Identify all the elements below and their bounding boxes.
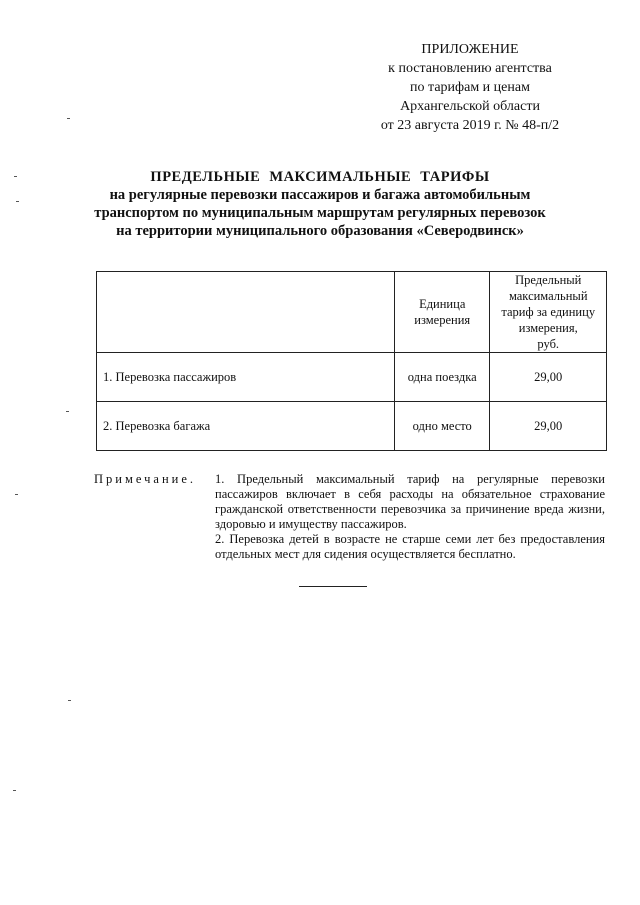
scan-mark bbox=[13, 790, 16, 791]
title-main: ПРЕДЕЛЬНЫЕ МАКСИМАЛЬНЫЕ ТАРИФЫ bbox=[150, 169, 490, 185]
header-name-cell bbox=[97, 272, 395, 353]
header-unit-line: измерения bbox=[414, 313, 471, 327]
header-unit-line: Единица bbox=[419, 297, 466, 311]
table-header-row bbox=[97, 272, 607, 353]
header-tariff-line: Предельный bbox=[515, 273, 582, 287]
appendix-line: по тарифам и ценам bbox=[410, 80, 530, 95]
row-unit: одно место bbox=[394, 402, 489, 451]
header-tariff-line: руб. bbox=[537, 337, 560, 351]
appendix-block bbox=[360, 40, 580, 135]
header-tariff-cell bbox=[490, 272, 607, 353]
row-unit: одна поездка bbox=[394, 353, 489, 402]
separator-line bbox=[299, 586, 367, 587]
row-value: 29,00 bbox=[490, 402, 607, 451]
title-line: на территории муниципального образования «Северодвинск» bbox=[116, 223, 524, 239]
scan-mark bbox=[14, 176, 17, 177]
appendix-date-number: от 23 августа 2019 г. № 48-п/2 bbox=[380, 118, 560, 133]
scan-mark bbox=[16, 201, 19, 202]
tariffs-table bbox=[96, 271, 607, 451]
row-name: 1. Перевозка пассажиров bbox=[97, 353, 395, 402]
scan-mark bbox=[66, 411, 69, 412]
header-tariff-line: измерения, bbox=[518, 321, 578, 335]
note-item: 1. Предельный максимальный тариф на регулярные перевозки пассажиров включает в себя расходы на обязательное страхование гражданской ответственности перевозчика за причинение вреда жизни, здоровью и имуществу пассажиров. bbox=[215, 472, 605, 531]
appendix-line: Архангельской области bbox=[400, 99, 540, 114]
appendix-heading: ПРИЛОЖЕНИЕ bbox=[421, 42, 519, 57]
header-tariff-line: тариф за единицу bbox=[501, 305, 596, 319]
title-line: на регулярные перевозки пассажиров и багажа автомобильным bbox=[109, 187, 531, 203]
note-item: 2. Перевозка детей в возрасте не старше семи лет без предоставления отдельных мест для сидения осуществляется бесплатно. bbox=[215, 532, 605, 561]
row-name: 2. Перевозка багажа bbox=[97, 402, 395, 451]
scan-mark bbox=[15, 494, 18, 495]
title-line: транспортом по муниципальным маршрутам регулярных перевозок bbox=[94, 205, 546, 221]
note-label: Примечание. bbox=[94, 472, 197, 486]
document-title bbox=[60, 168, 580, 240]
scan-mark bbox=[68, 700, 71, 701]
row-value: 29,00 bbox=[490, 353, 607, 402]
appendix-line: к постановлению агентства bbox=[388, 61, 552, 76]
note-body bbox=[215, 472, 605, 562]
scan-mark bbox=[67, 118, 70, 119]
table-row bbox=[97, 353, 607, 402]
table-row bbox=[97, 402, 607, 451]
header-tariff-line: максимальный bbox=[508, 289, 588, 303]
header-unit-cell bbox=[394, 272, 489, 353]
